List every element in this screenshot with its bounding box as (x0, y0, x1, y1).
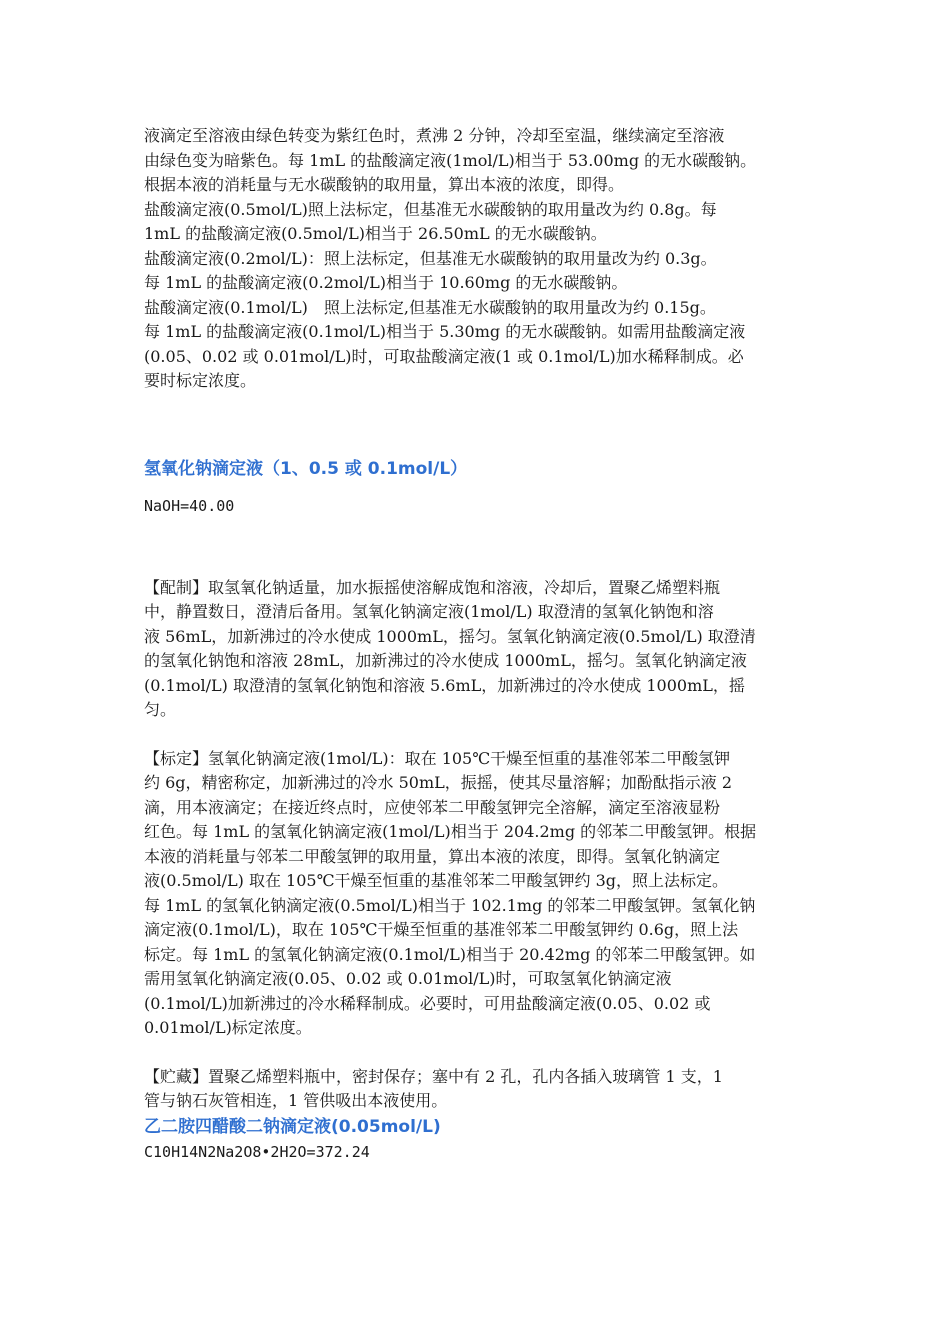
text-line: 0.01mol/L)标定浓度。 (144, 1018, 312, 1037)
hcl-calibration-paragraph (144, 124, 812, 394)
text-line: (0.1mol/L) 取澄清的氢氧化钠饱和溶液 5.6mL，加新沸过的冷水使成 1000mL，摇 (144, 675, 745, 695)
text-line: 约 6g，精密称定，加新沸过的冷水 50mL，振摇，使其尽量溶解；加酚酞指示液 2 (144, 773, 733, 792)
text-line: 液滴定至溶液由绿色转变为紫红色时，煮沸 2 分钟，冷却至室温，继续滴定至溶液 (144, 126, 725, 145)
naoh-molecular-formula: NaOH=40.00 (144, 496, 235, 515)
text-line: 由绿色变为暗紫色。每 1mL 的盐酸滴定液(1mol/L)相当于 53.00mg 的无水碳酸钠。 (144, 150, 757, 170)
text-line: 本液的消耗量与邻苯二甲酸氢钾的取用量，算出本液的浓度，即得。氢氧化钠滴定 (144, 846, 721, 866)
text-line: 需用氢氧化钠滴定液(0.05、0.02 或 0.01mol/L)时，可取氢氧化钠滴定液 (144, 969, 672, 988)
text-line: 滴定液(0.1mol/L)，取在 105℃干燥至恒重的基准邻苯二甲酸氢钾约 0.6g，照上法 (144, 920, 739, 939)
text-line: 中，静置数日，澄清后备用。氢氧化钠滴定液(1mol/L) 取澄清的氢氧化钠饱和溶 (144, 602, 714, 621)
text-line: 盐酸滴定液(0.2mol/L)：照上法标定，但基准无水碳酸钠的取用量改为约 0.3g。 (144, 248, 717, 268)
text-line: 液 56mL，加新沸过的冷水使成 1000mL，摇匀。氢氧化钠滴定液(0.5mol/L) 取澄清 (144, 626, 756, 646)
edta-section-heading: 乙二胺四醋酸二钠滴定液(0.05mol/L) (144, 1116, 441, 1137)
text-line: 每 1mL 的氢氧化钠滴定液(0.5mol/L)相当于 102.1mg 的邻苯二甲酸氢钾。氢氧化钠 (144, 895, 756, 915)
text-line: (0.05、0.02 或 0.01mol/L)时，可取盐酸滴定液(1 或 0.1mol/L)加水稀释制成。必 (144, 346, 744, 366)
text-line: 【配制】取氢氧化钠适量，加水振摇使溶解成饱和溶液，冷却后，置聚乙烯塑料瓶 (144, 577, 721, 597)
text-line: 【标定】氢氧化钠滴定液(1mol/L)：取在 105℃干燥至恒重的基准邻苯二甲酸氢钾 (144, 748, 731, 768)
text-line: 每 1mL 的盐酸滴定液(0.2mol/L)相当于 10.60mg 的无水碳酸钠。 (144, 273, 628, 292)
text-line: 根据本液的消耗量与无水碳酸钠的取用量，算出本液的浓度，即得。 (144, 175, 625, 194)
text-line: 每 1mL 的盐酸滴定液(0.1mol/L)相当于 5.30mg 的无水碳酸钠。如需用盐酸滴定液 (144, 322, 746, 341)
naoh-storage-paragraph (144, 1065, 812, 1114)
text-line: 匀。 (144, 700, 177, 719)
text-line: 的氢氧化钠饱和溶液 28mL，加新沸过的冷水使成 1000mL，摇匀。氢氧化钠滴定液 (144, 651, 747, 670)
text-line: 滴，用本液滴定；在接近终点时，应使邻苯二甲酸氢钾完全溶解，滴定至溶液显粉 (144, 797, 721, 817)
text-line: (0.1mol/L)加新沸过的冷水稀释制成。必要时，可用盐酸滴定液(0.05、0.02 或 (144, 993, 711, 1013)
text-line: 管与钠石灰管相连，1 管供吸出本液使用。 (144, 1091, 448, 1110)
text-line: 液(0.5mol/L) 取在 105℃干燥至恒重的基准邻苯二甲酸氢钾约 3g，照上法标定。 (144, 871, 728, 890)
text-line: 盐酸滴定液(0.1mol/L) 照上法标定,但基准无水碳酸钠的取用量改为约 0.15g。 (144, 297, 716, 317)
edta-molecular-formula: C10H14N2Na2O8•2H2O=372.24 (144, 1142, 370, 1161)
text-line: 盐酸滴定液(0.5mol/L)照上法标定，但基准无水碳酸钠的取用量改为约 0.8g。每 (144, 199, 717, 219)
text-line: 【贮藏】置聚乙烯塑料瓶中，密封保存；塞中有 2 孔，孔内各插入玻璃管 1 支，1 (144, 1066, 723, 1086)
text-line: 红色。每 1mL 的氢氧化钠滴定液(1mol/L)相当于 204.2mg 的邻苯二甲酸氢钾。根据 (144, 822, 757, 841)
naoh-standardization-paragraph (144, 747, 812, 1041)
naoh-section-heading: 氢氧化钠滴定液（1、0.5 或 0.1mol/L） (144, 458, 468, 479)
text-line: 要时标定浓度。 (144, 371, 257, 390)
text-line: 标定。每 1mL 的氢氧化钠滴定液(0.1mol/L)相当于 20.42mg 的邻苯二甲酸氢钾。如 (144, 944, 756, 964)
naoh-preparation-paragraph (144, 576, 812, 723)
document-page (144, 124, 812, 1164)
text-line: 1mL 的盐酸滴定液(0.5mol/L)相当于 26.50mL 的无水碳酸钠。 (144, 224, 607, 243)
